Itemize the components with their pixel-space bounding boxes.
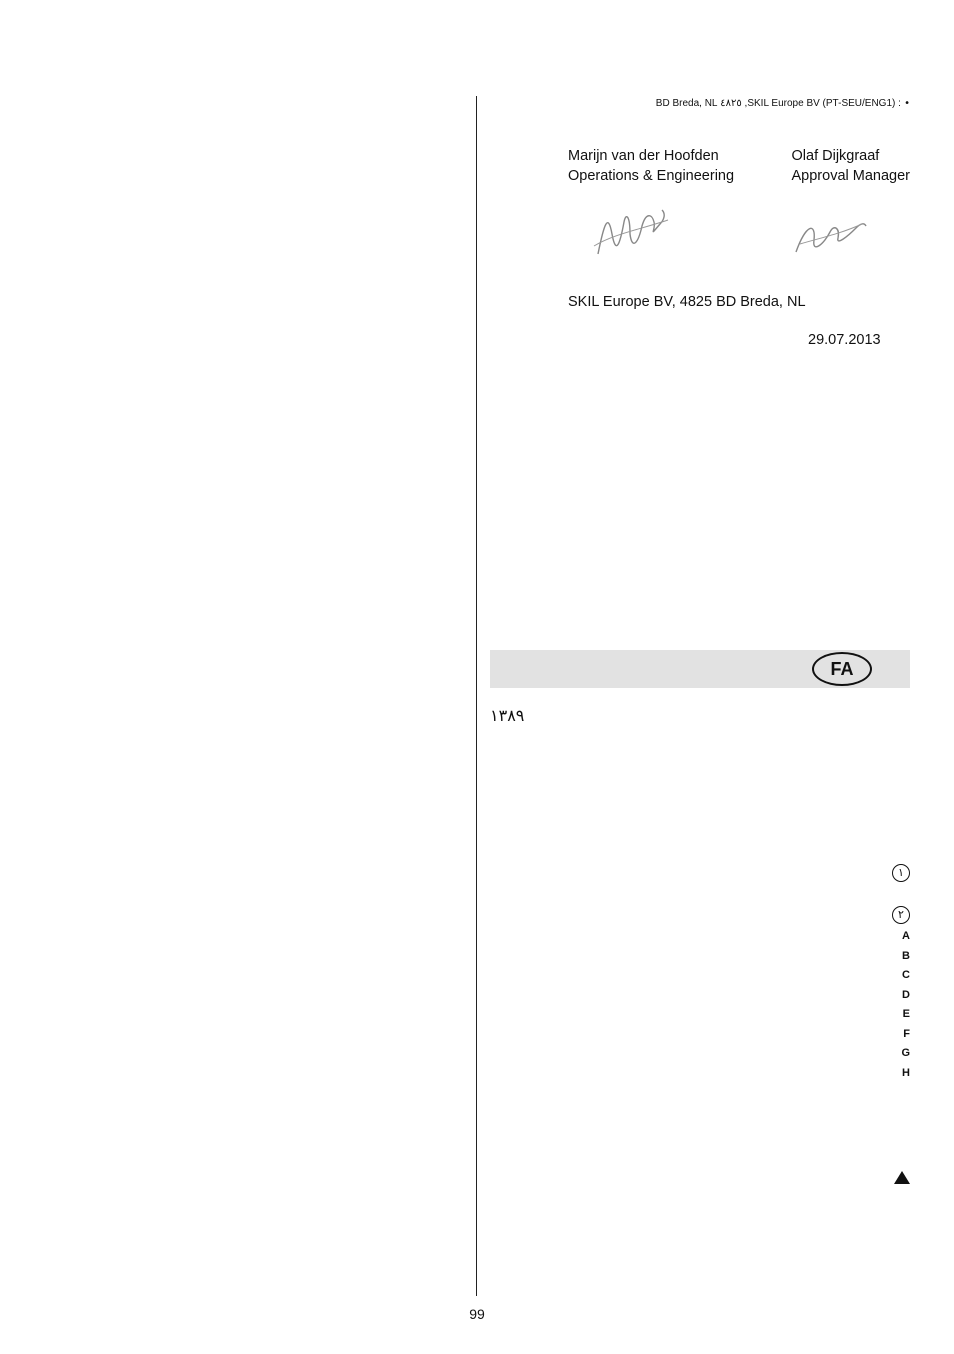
signature-2-image [790,214,870,264]
company-address: SKIL Europe BV, 4825 BD Breda, NL [568,294,806,310]
tech-heading-row [490,862,910,882]
part-letter: E [902,1008,910,1020]
part-row [490,1067,910,1087]
parts-list [490,930,910,1086]
part-row [490,950,910,970]
parts-heading-row [490,904,910,924]
signatory-1-title: Operations & Engineering [568,168,735,184]
part-row [490,930,910,950]
part-letter: H [902,1066,910,1079]
technical-file-line: • : SKIL Europe BV (PT-SEU/ENG1), ٤٨٢٥ BD Breda, NL [655,98,910,109]
part-row [490,1008,910,1028]
signatory-2-title: Approval Manager [791,168,910,184]
signatory-2-name: Olaf Dijkgraaf [791,148,880,164]
part-letter: C [902,969,910,981]
part-row [490,1028,910,1048]
warning-paragraph-block [490,1168,910,1187]
signatory-1 [568,146,734,186]
signature-1-image [590,204,670,266]
part-letter: G [901,1047,910,1059]
language-badge: FA [812,652,872,686]
part-row [490,989,910,1009]
right-column [490,96,910,368]
model-number: ١٣٨٩ [490,706,525,725]
declaration-date: 29.07.2013 [808,332,881,348]
signature-row [490,204,910,276]
part-letter: F [903,1027,910,1040]
language-band [490,650,910,688]
technical-file-value: : SKIL Europe BV (PT-SEU/ENG1), ٤٨٢٥ BD Breda, NL [655,98,901,109]
figure-ref-2-icon: ٢ [892,906,910,924]
part-letter: B [902,949,910,962]
column-divider [476,96,477,1296]
figure-ref-1-icon: ١ [892,864,910,882]
part-row [490,1047,910,1067]
warning-icon [894,1171,910,1184]
signatory-2 [792,146,911,186]
part-letter: A [902,930,910,942]
page-number: 99 [469,1306,485,1322]
part-letter: D [902,988,910,1001]
part-row [490,969,910,989]
signatories [490,146,910,186]
signatory-1-name: Marijn van der Hoofden [568,148,719,164]
model-line [490,706,910,730]
